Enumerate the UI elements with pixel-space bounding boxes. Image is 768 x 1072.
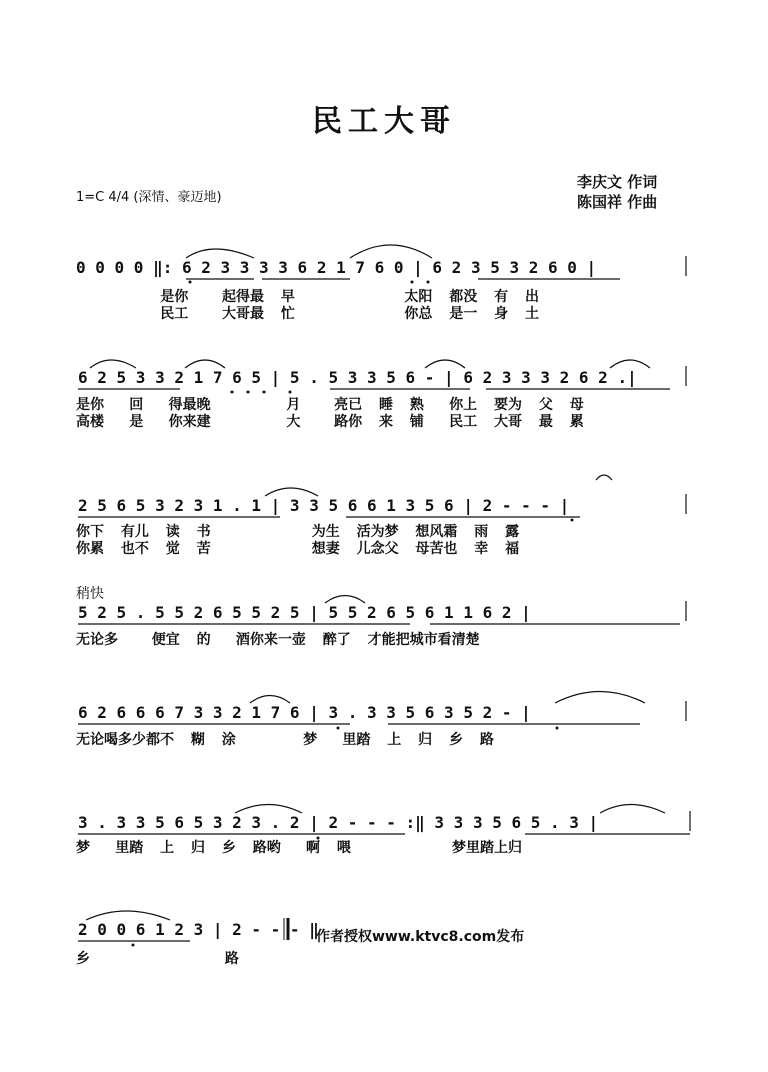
lyric-line: 乡 路	[76, 951, 239, 967]
slur-mark	[186, 249, 254, 258]
song-title: 民工大哥	[312, 104, 456, 139]
notation-line: 6 2 6 6 6 7 3 3 2 1 7 6 | 3 . 3 3 5 6 3 5 2 - |	[78, 703, 531, 722]
tempo-marking: 稍快	[76, 586, 104, 602]
slur-mark	[600, 805, 665, 814]
slur-mark	[90, 360, 136, 368]
lyric-line: 无论多 便宜 的 酒你来一壶 醉了 才能把城市看清楚	[76, 632, 480, 648]
lyric-line: 梦 里踏 上 归 乡 路哟 啊 喂 梦里踏上归	[76, 840, 523, 856]
notation-line: 3 . 3 3 5 6 5 3 2 3 . 2 | 2 - - - :‖ 3 3 3 5 6 5 . 3 |	[78, 813, 599, 832]
notation-line: 2 5 6 5 3 2 3 1 . 1 | 3 3 5 6 6 1 3 5 6 | 2 - - - |	[78, 496, 570, 515]
lyric-line: 你累 也不 觉 苦 想妻 儿念父 母苦也 幸 福	[76, 541, 520, 557]
notation-line: 6 2 5 3 3 2 1 7 6 5 | 5 . 5 3 3 5 6 - | 6 2 3 3 3 2 6 2 .|	[78, 368, 637, 387]
slur-mark	[250, 696, 290, 704]
slur-mark	[425, 360, 465, 368]
notation-line: 2 0 0 6 1 2 3 | 2 - - - ‖	[78, 920, 319, 939]
slur-mark	[86, 911, 170, 920]
slur-mark	[325, 596, 365, 604]
notation-line: 5 2 5 . 5 5 2 6 5 5 2 5 | 5 5 2 6 5 6 1 1 6 2 |	[78, 603, 531, 622]
lyric-line: 民工 大哥最 忙 你总 是一 身 土	[76, 306, 540, 322]
fermata-mark	[596, 475, 612, 480]
slur-mark	[265, 488, 318, 496]
lyricist: 李庆文 作词	[577, 173, 658, 191]
slur-mark	[350, 245, 432, 258]
key-signature: 1=C 4/4 (深情、豪迈地)	[76, 190, 222, 205]
lyric-line: 你下 有儿 读 书 为生 活为梦 想风霜 雨 露	[76, 524, 520, 540]
lyric-line: 高楼 是 你来建 大 路你 来 铺 民工 大哥 最 累	[76, 414, 584, 430]
lyric-line: 无论喝多少都不 糊 涂 梦 里踏 上 归 乡 路	[76, 732, 494, 748]
slur-mark	[555, 692, 645, 704]
slur-mark	[235, 805, 302, 814]
watermark-text: 作者授权www.ktvc8.com发布	[316, 929, 525, 945]
notation-line: 0 0 0 0 ‖: 6 2 3 3 3 3 6 2 1 7 6 0 | 6 2 3 5 3 2 6 0 |	[76, 258, 597, 277]
slur-mark	[185, 360, 225, 368]
lyric-line: 是你 回 得最晚 月 亮已 睡 熟 你上 要为 父 母	[76, 397, 584, 413]
composer: 陈国祥 作曲	[577, 193, 658, 211]
slur-mark	[610, 360, 650, 368]
lyric-line: 是你 起得最 早 太阳 都没 有 出	[76, 289, 540, 305]
